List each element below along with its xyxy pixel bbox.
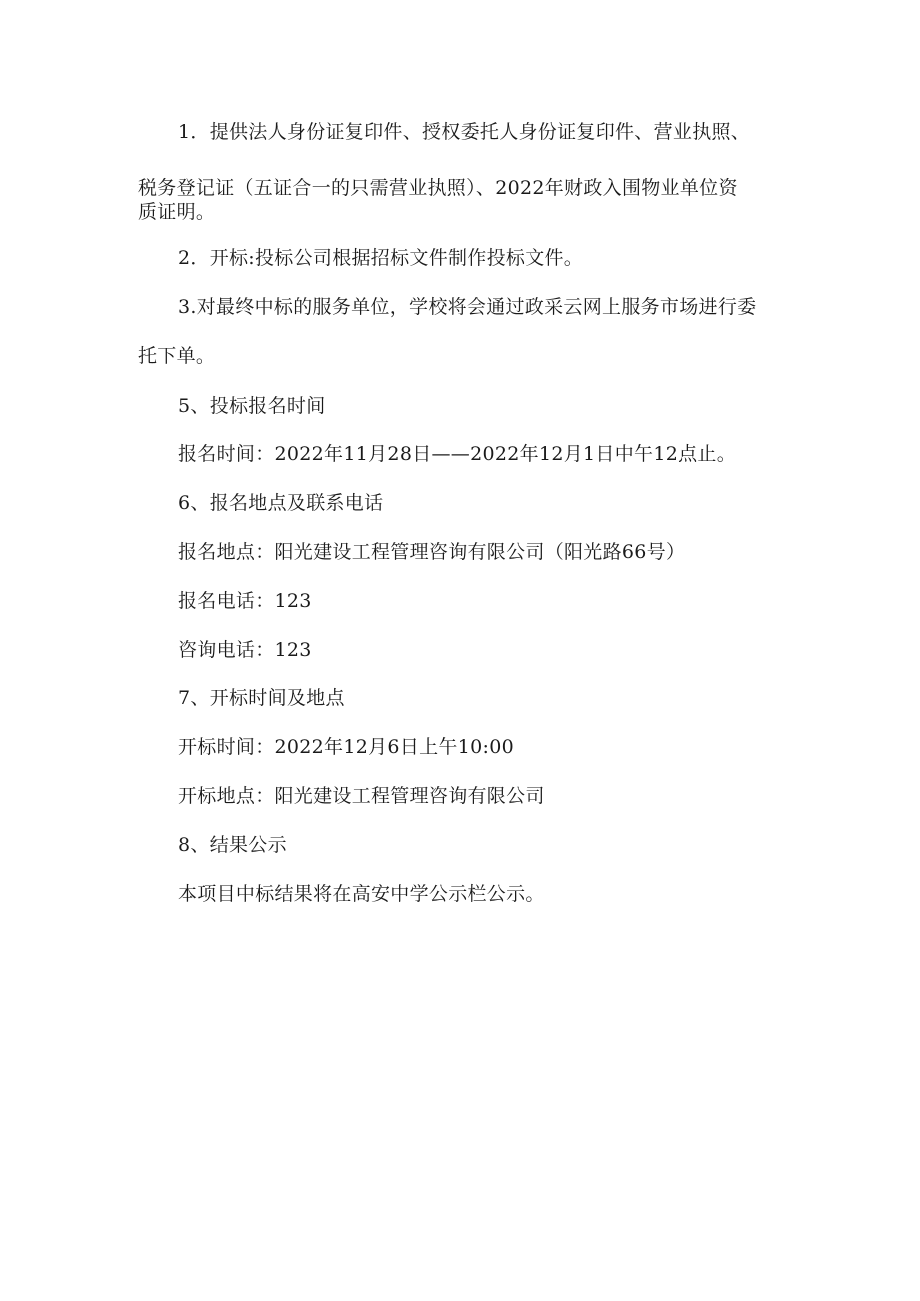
opening-time: 开标时间：2022年12月6日上午10:00 bbox=[178, 736, 514, 758]
opening-place: 开标地点：阳光建设工程管理咨询有限公司 bbox=[178, 785, 545, 807]
requirement-3-line-1: 3.对最终中标的服务单位，学校将会通过政采云网上服务市场进行委 bbox=[178, 296, 757, 318]
section-6-heading: 6、报名地点及联系电话 bbox=[178, 492, 384, 514]
requirement-2: 2．开标:投标公司根据招标文件制作投标文件。 bbox=[178, 247, 584, 269]
registration-place: 报名地点：阳光建设工程管理咨询有限公司（阳光路66号） bbox=[178, 541, 686, 563]
requirement-1-line-1: 1．提供法人身份证复印件、授权委托人身份证复印件、营业执照、 bbox=[178, 121, 751, 143]
consult-phone: 咨询电话：123 bbox=[178, 639, 312, 661]
section-7-heading: 7、开标时间及地点 bbox=[178, 687, 345, 709]
requirement-1-line-3: 质证明。 bbox=[138, 201, 216, 223]
section-8-heading: 8、结果公示 bbox=[178, 834, 287, 856]
requirement-1-line-2: 税务登记证（五证合一的只需营业执照）、2022年财政入围物业单位资 bbox=[138, 177, 738, 199]
registration-phone: 报名电话：123 bbox=[178, 590, 312, 612]
result-announcement: 本项目中标结果将在高安中学公示栏公示。 bbox=[178, 883, 545, 905]
section-5-heading: 5、投标报名时间 bbox=[178, 395, 326, 417]
requirement-3-line-2: 托下单。 bbox=[138, 345, 216, 367]
registration-time: 报名时间：2022年11月28日——2022年12月1日中午12点止。 bbox=[178, 443, 737, 465]
